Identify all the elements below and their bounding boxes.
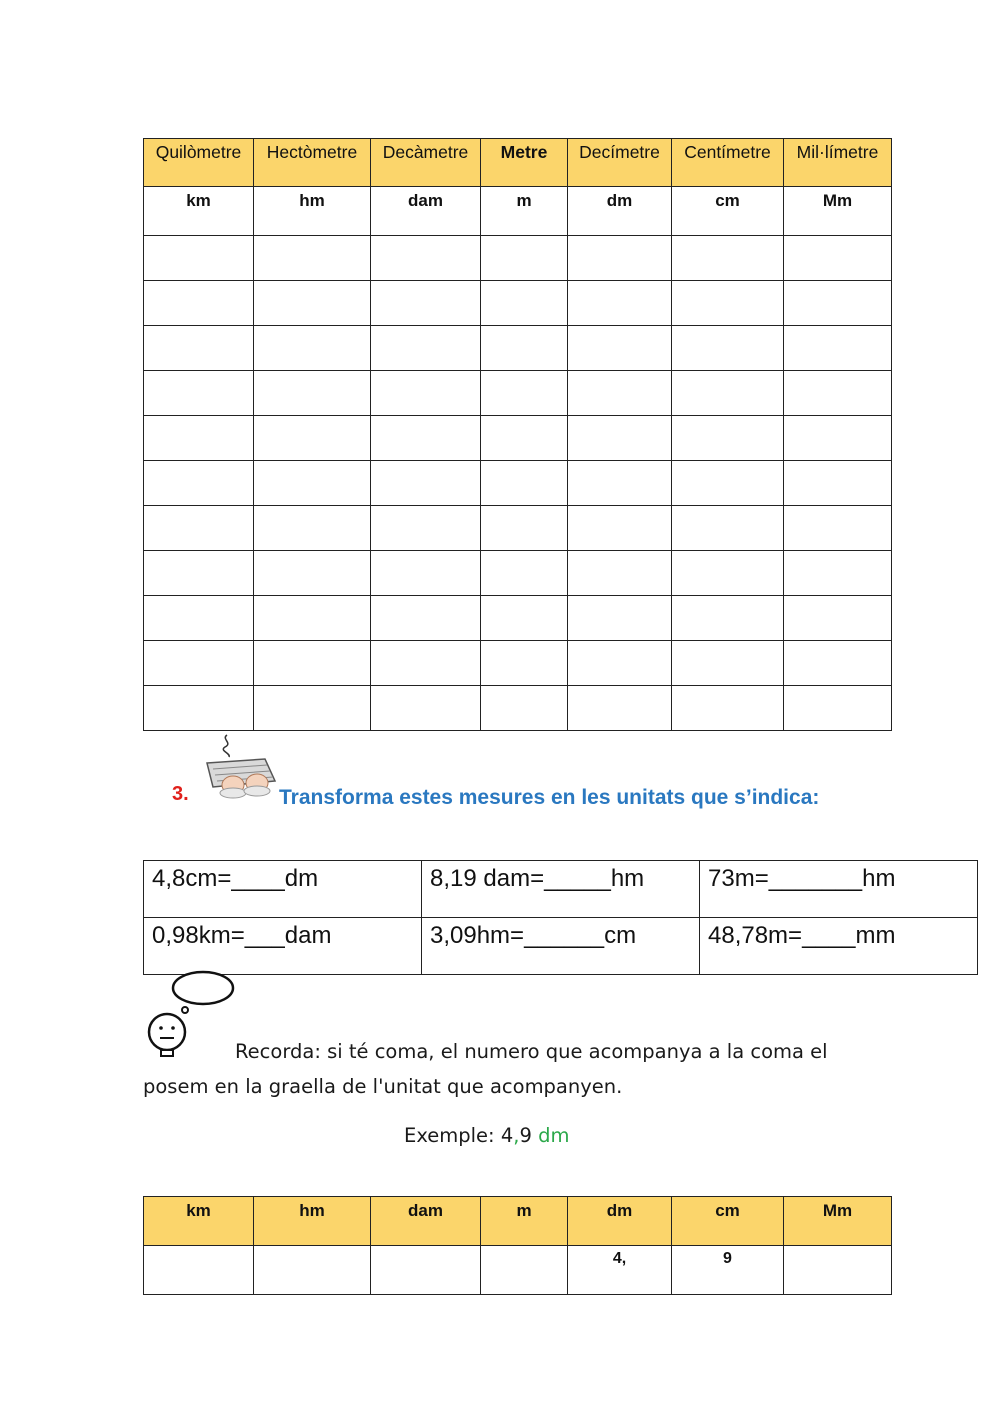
unit-abbr-cell: hm (254, 187, 371, 236)
exercise-cell[interactable]: 0,98km=___dam (144, 918, 422, 975)
unit-names-row (144, 139, 892, 187)
answer-row[interactable] (144, 326, 892, 371)
answer-row[interactable] (144, 371, 892, 416)
example-value-cell (144, 1246, 254, 1295)
exercise-cell[interactable]: 4,8cm=____dm (144, 861, 422, 918)
example-header-cell: dm (568, 1197, 672, 1246)
answer-row[interactable] (144, 506, 892, 551)
unit-abbreviations-row (144, 187, 892, 236)
exercise-cell[interactable]: 73m=_______hm (700, 861, 978, 918)
unit-name-cell: Decímetre (568, 139, 672, 187)
exercise-cell[interactable]: 3,09hm=______cm (422, 918, 700, 975)
unit-abbr-cell: dam (371, 187, 481, 236)
unit-name-cell: Metre (481, 139, 568, 187)
unit-name-cell: Centímetre (672, 139, 784, 187)
example-header-cell: cm (672, 1197, 784, 1246)
units-table (143, 138, 892, 731)
exercise-row (144, 918, 978, 975)
answer-row[interactable] (144, 596, 892, 641)
answer-row[interactable] (144, 551, 892, 596)
example-values-row (144, 1246, 892, 1295)
example-value-cell (254, 1246, 371, 1295)
exercise-cell[interactable]: 8,19 dam=_____hm (422, 861, 700, 918)
unit-name-cell: Quilòmetre (144, 139, 254, 187)
answer-row[interactable] (144, 641, 892, 686)
reminder-text: Recorda: si té coma, el numero que acompanya a la coma el posem en la graella de l'unitat que acompanyen. (143, 1040, 828, 1098)
exercise-cell[interactable]: 48,78m=____mm (700, 918, 978, 975)
answer-row[interactable] (144, 686, 892, 731)
unit-abbr-cell: dm (568, 187, 672, 236)
answer-row[interactable] (144, 461, 892, 506)
unit-abbr-cell: cm (672, 187, 784, 236)
example-table (143, 1196, 892, 1295)
example-value-cell (371, 1246, 481, 1295)
unit-abbr-cell: m (481, 187, 568, 236)
example-label: Exemple: 4 (404, 1124, 514, 1147)
answer-row[interactable] (144, 416, 892, 461)
example-line (404, 1124, 569, 1147)
example-value-cell (784, 1246, 892, 1295)
unit-abbr-cell: km (144, 187, 254, 236)
example-header-row (144, 1197, 892, 1246)
exercise-row (144, 861, 978, 918)
unit-name-cell: Hectòmetre (254, 139, 371, 187)
answer-row[interactable] (144, 236, 892, 281)
example-value-cell (481, 1246, 568, 1295)
task-number: 3. (172, 783, 189, 805)
example-header-cell: hm (254, 1197, 371, 1246)
unit-name-cell: Mil·límetre (784, 139, 892, 187)
answer-row[interactable] (144, 281, 892, 326)
example-unit: dm (538, 1124, 570, 1147)
example-number: 9 (519, 1124, 532, 1147)
task-instruction: Transforma estes mesures en les unitats que s’indica: (279, 786, 820, 809)
example-value-cell: 4, (568, 1246, 672, 1295)
exercise-table (143, 860, 978, 975)
example-header-cell: Mm (784, 1197, 892, 1246)
example-header-cell: km (144, 1197, 254, 1246)
unit-name-cell: Decàmetre (371, 139, 481, 187)
example-value-cell: 9 (672, 1246, 784, 1295)
example-header-cell: m (481, 1197, 568, 1246)
example-header-cell: dam (371, 1197, 481, 1246)
unit-abbr-cell: Mm (784, 187, 892, 236)
example-comma: , (513, 1124, 520, 1147)
